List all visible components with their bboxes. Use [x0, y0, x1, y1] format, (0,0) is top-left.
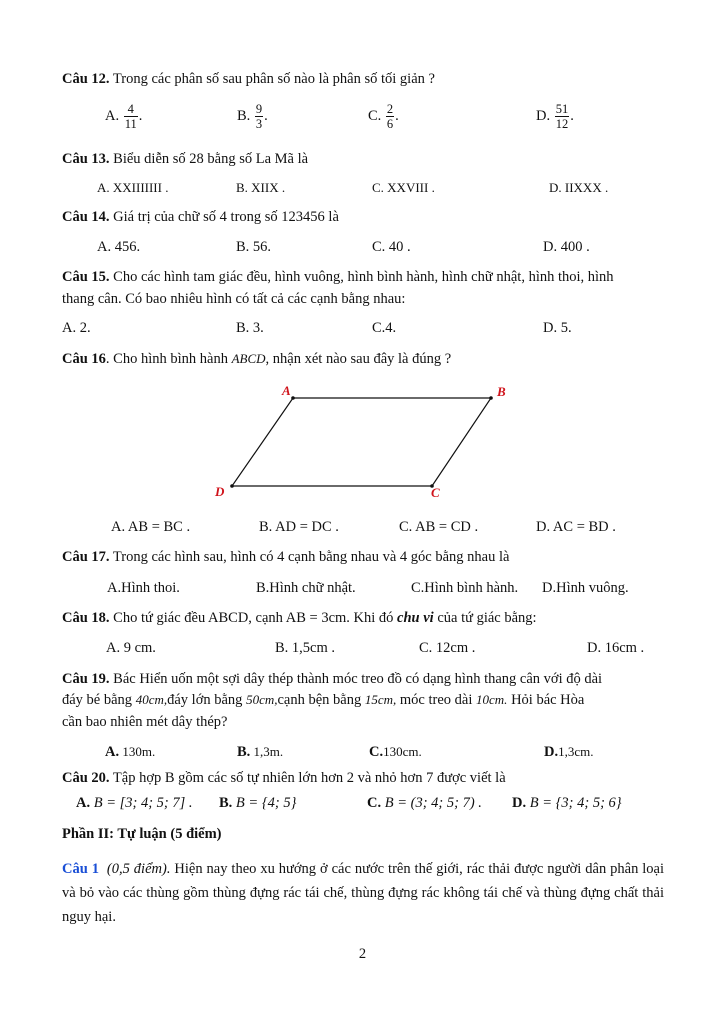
vertex-label-b: B — [497, 384, 506, 399]
option-value: B = (3; 4; 5; 7) . — [384, 795, 482, 811]
section-heading — [62, 825, 222, 843]
denominator: 3 — [255, 117, 263, 131]
question-label: Câu 13. — [62, 151, 110, 167]
fraction — [255, 102, 263, 131]
option-letter: D. — [544, 744, 559, 760]
question-12 — [62, 70, 435, 88]
option-15b: B. 3. — [236, 320, 264, 336]
option-19a — [105, 743, 155, 761]
question-text: . Cho hình bình hành — [105, 351, 232, 367]
question-text: Trong các phân số sau phân số nào là phân số tối giản ? — [109, 71, 435, 87]
question-18 — [62, 609, 537, 627]
essay-question-1 — [62, 857, 664, 929]
option-14b: B. 56. — [236, 239, 272, 255]
question-19-line2 — [62, 691, 584, 709]
option-14c: C. 40 . — [372, 239, 411, 255]
option-12b: B. $\frac{9}{3}$ . — [237, 102, 268, 131]
numerator: 51 — [555, 102, 569, 116]
essay-label: Câu 1 — [62, 861, 99, 877]
value-large-base: 50cm, — [246, 692, 278, 707]
option-17d: D.Hình vuông. — [542, 580, 629, 596]
option-13b: B. XIIX . — [236, 180, 286, 195]
vertex-point — [489, 396, 493, 400]
option-value: B = [3; 4; 5; 7] . — [93, 795, 193, 811]
denominator: 6 — [386, 117, 394, 131]
value-side: 15cm, — [364, 692, 397, 707]
shape-name: ABCD — [231, 351, 266, 366]
parallelogram-figure — [0, 375, 725, 515]
question-13 — [62, 150, 308, 168]
option-15d: D. 5. — [543, 320, 572, 336]
parallelogram-shape — [232, 398, 491, 486]
option-letter: C. — [367, 795, 382, 811]
question-text: Biểu diễn số 28 bằng số La Mã là — [109, 151, 309, 167]
option-17a: A.Hình thoi. — [107, 580, 180, 596]
option-14d: D. 400 . — [543, 239, 590, 255]
fraction — [555, 102, 570, 131]
question-label: Câu 18. — [62, 610, 110, 626]
essay-points: (0,5 điểm). — [106, 861, 171, 877]
option-16c: C. AB = CD . — [399, 519, 479, 535]
vertex-label-a: A — [282, 383, 291, 398]
question-text: Bác Hiển uốn một sợi dây thép thành móc treo đồ có dạng hình thang cân với độ dài — [109, 671, 603, 687]
vertex-label-c: C — [431, 485, 440, 500]
emphasis-text: chu vi — [397, 610, 434, 626]
option-14a: A. 456. — [97, 239, 141, 255]
denominator: 12 — [555, 117, 569, 131]
option-18c: C. 12cm . — [419, 640, 476, 656]
option-16d: D. AC = BD . — [536, 519, 616, 535]
value-small-base: 40cm, — [135, 692, 168, 707]
option-letter: A. — [105, 744, 120, 760]
option-value: 130cm. — [383, 744, 422, 759]
question-15 — [62, 268, 614, 286]
question-text-end: , nhận xét nào sau đây là đúng ? — [265, 351, 452, 367]
option-18a: A. 9 cm. — [106, 640, 156, 656]
option-18b: B. 1,5cm . — [275, 640, 336, 656]
option-value: 1,3m. — [250, 744, 284, 759]
question-label: Câu 14. — [62, 209, 110, 225]
text-segment: cạnh bện bằng — [277, 692, 365, 708]
text-segment: đáy bé bằng — [62, 692, 136, 708]
question-label: Câu 16 — [62, 351, 106, 367]
option-17b: B.Hình chữ nhật. — [256, 580, 356, 596]
question-label: Câu 12. — [62, 71, 110, 87]
option-letter: A. — [105, 107, 120, 124]
option-16a: A. AB = BC . — [111, 519, 191, 535]
option-12c: C. $\frac{2}{6}$ . — [368, 102, 399, 131]
option-20b — [219, 794, 296, 812]
option-letter: B. — [237, 107, 251, 124]
vertex-label-d: D — [215, 484, 225, 499]
option-letter: A. — [76, 795, 91, 811]
question-text-end: của tứ giác bằng: — [433, 610, 537, 626]
option-17c: C.Hình bình hành. — [411, 580, 519, 596]
question-label: Câu 17. — [62, 549, 110, 565]
essay-text: Hiện nay theo xu hướng ở các nước trên thế giới, rác thải được người dân phân loại và bỏ vào các thùng gồm thùng đựng rác tái chế, thùng đựng rác không tái chế và thùng đựng chất thải nguy hại. — [62, 861, 665, 925]
denominator: 11 — [124, 117, 137, 131]
option-letter: C. — [369, 744, 384, 760]
question-19 — [62, 670, 602, 688]
numerator: 4 — [127, 102, 134, 116]
option-19b — [237, 743, 283, 761]
question-17 — [62, 548, 509, 566]
question-label: Câu 15. — [62, 269, 110, 285]
option-15a: A. 2. — [62, 320, 91, 336]
vertex-point — [291, 396, 295, 400]
option-13c: C. XXVIII . — [372, 180, 435, 195]
text-segment: Hỏi bác Hòa — [507, 692, 585, 708]
text-segment: móc treo dài — [396, 692, 477, 708]
fraction — [386, 102, 394, 131]
question-label: Câu 20. — [62, 770, 110, 786]
question-14 — [62, 208, 339, 226]
page-number: 2 — [358, 946, 367, 962]
question-20 — [62, 769, 506, 787]
vertex-point — [230, 484, 234, 488]
option-20c — [367, 794, 482, 812]
option-20a — [76, 794, 193, 812]
question-text: Giá trị của chữ số 4 trong số 123456 là — [109, 209, 339, 225]
option-letter: B. — [219, 795, 233, 811]
fraction — [124, 102, 138, 131]
option-value: B = {3; 4; 5; 6} — [529, 795, 622, 811]
option-19d — [544, 743, 594, 761]
option-value: B = {4; 5} — [235, 795, 297, 811]
question-text: Cho tứ giác đều ABCD, cạnh AB = 3cm. Khi đó — [109, 610, 398, 626]
option-letter: D. — [536, 107, 551, 124]
question-16 — [62, 350, 451, 368]
question-text: Trong các hình sau, hình có 4 cạnh bằng nhau và 4 góc bằng nhau là — [109, 549, 510, 565]
option-value: 1,3cm. — [558, 744, 594, 759]
option-letter: C. — [368, 107, 382, 124]
question-label: Câu 19. — [62, 671, 110, 687]
numerator: 9 — [255, 102, 263, 116]
option-value: 130m. — [119, 744, 156, 759]
question-15-cont: thang cân. Có bao nhiêu hình có tất cả các cạnh bằng nhau: — [62, 291, 406, 307]
option-13a: A. XXIIIIIII . — [97, 180, 169, 195]
numerator: 2 — [386, 102, 394, 116]
option-19c — [369, 743, 422, 761]
option-18d: D. 16cm . — [587, 640, 645, 656]
section-title: Phần II: Tự luận (5 điểm) — [62, 826, 222, 842]
text-segment: đáy lớn bằng — [167, 692, 247, 708]
question-19-line3: cần bao nhiên mét dây thép? — [62, 714, 228, 730]
option-20d — [512, 794, 622, 812]
question-text: Tập hợp B gồm các số tự nhiên lớn hơn 2 và nhỏ hơn 7 được viết là — [109, 770, 506, 786]
option-12a: A. $\frac{4}{11}$ . — [105, 102, 143, 131]
option-13d: D. IIXXX . — [549, 180, 609, 195]
value-hook: 10cm. — [476, 692, 508, 707]
question-text: Cho các hình tam giác đều, hình vuông, hình bình hành, hình chữ nhật, hình thoi, hình — [109, 269, 614, 285]
option-16b: B. AD = DC . — [259, 519, 339, 535]
option-letter: B. — [237, 744, 251, 760]
option-letter: D. — [512, 795, 527, 811]
option-15c: C.4. — [372, 320, 397, 336]
option-12d: D. $\frac{51}{12}$ . — [536, 102, 574, 131]
